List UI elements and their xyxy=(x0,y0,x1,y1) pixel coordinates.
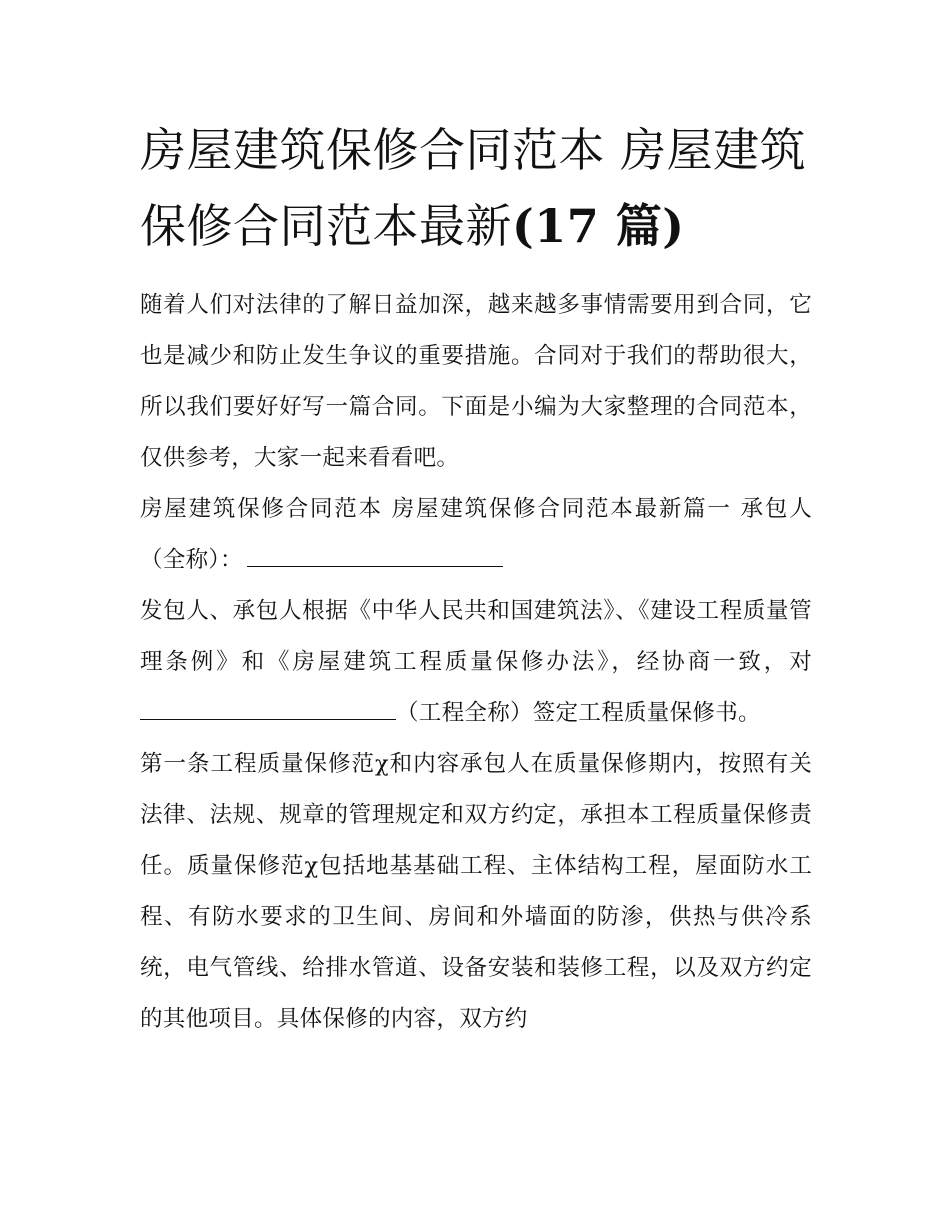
section-heading-text: 房屋建筑保修合同范本 房屋建筑保修合同范本最新篇一 承包人（全称）： xyxy=(140,496,812,573)
project-name-blank xyxy=(140,697,396,720)
contractor-name-blank xyxy=(247,544,503,567)
document-title xyxy=(140,112,812,264)
document-title-main: 房屋建筑保修合同范本 房屋建筑保修合同范本最新 xyxy=(140,123,807,253)
article-one-paragraph: 第一条工程质量保修范χ和内容承包人在质量保修期内，按照有关法律、法规、规章的管理规定和双方约定，承担本工程质量保修责任。质量保修范χ包括地基基础工程、主体结构工程，屋面防水工程、有防水要求的卫生间、房间和外墙面的防渗，供热与供冷系统，电气管线、给排水管道、设备安装和装修工程，以及双方约定的其他项目。具体保修的内容，双方约 xyxy=(140,751,812,1032)
basis-text-before: 发包人、承包人根据《中华人民共和国建筑法》、《建设工程质量管理条例》和《房屋建筑工程质量保修办法》，经协商一致，对 xyxy=(140,598,812,675)
intro-paragraph: 随着人们对法律的了解日益加深，越来越多事情需要用到合同，它也是减少和防止发生争议的重要措施。合同对于我们的帮助很大，所以我们要好好写一篇合同。下面是小编为大家整理的合同范本，仅供参考，大家一起来看看吧。 xyxy=(140,292,812,471)
section-heading-paragraph xyxy=(140,484,812,586)
document-title-suffix: (17 篇) xyxy=(512,199,685,253)
basis-text-after: （工程全称）签定工程质量保修书。 xyxy=(396,700,761,726)
document-page xyxy=(140,112,812,1045)
basis-paragraph xyxy=(140,586,812,739)
